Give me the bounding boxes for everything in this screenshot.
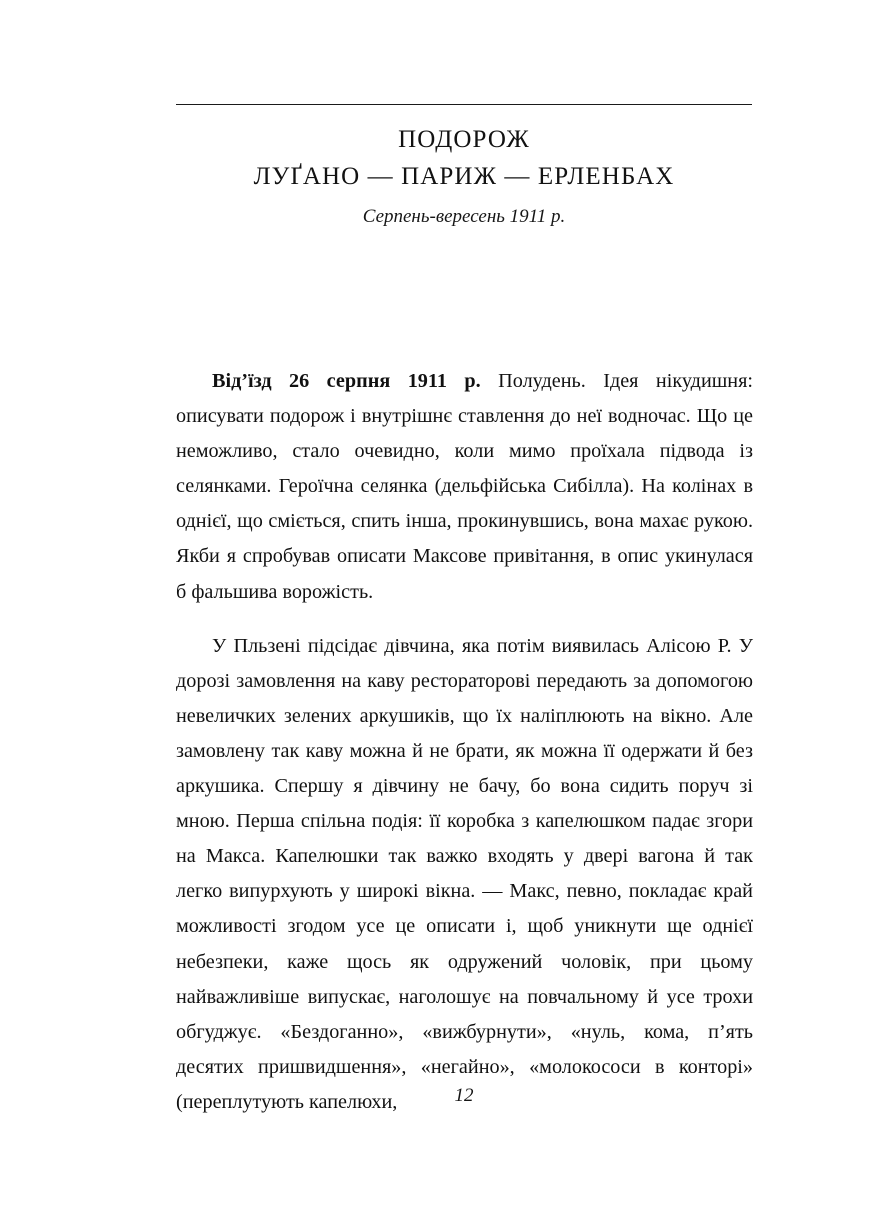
- paragraph-second: [176, 629, 753, 1120]
- paragraph-first: [176, 364, 753, 610]
- chapter-title-line-1: ПОДОРОЖ: [398, 126, 530, 153]
- paragraph-first-text: Полудень. Ідея нікудишня: описувати подорож і внутрішнє ставлення до неї водночас. Що це неможливо, стало очевидно, коли мимо проїхала підвода із селянками. Героїчна селянка (дельфійська Сибілла). На колінах в однієї, що сміється, спить інша, прокинувшись, вона махає рукою. Якби я спробував описати Максове привітання, в опис укинулася б фальшива ворожість.: [176, 370, 753, 603]
- page-number-folio: 12: [454, 1085, 474, 1106]
- paragraph-lead-in: Від’їзд 26 серпня 1911 р.: [212, 370, 481, 392]
- chapter-title-line-2: ЛУҐАНО — ПАРИЖ — ЕРЛЕНБАХ: [253, 163, 675, 190]
- paragraph-second-text: У Пльзені підсідає дівчина, яка потім виявилась Алісою Р. У дорозі замовлення на каву рестораторові передають за допомогою невеличких зелених аркушиків, що їх наліплюють на вікно. Але замовлену так каву можна й не брати, як можна її одержати й без аркушика. Спершу я дівчину не бачу, бо вона сидить поруч зі мною. Перша спільна подія: її коробка з капелюшком падає згори на Макса. Капелюшки так важко входять у двері вагона й так легко випурхують у широкі вікна. — Макс, певно, покладає край можливості згодом усе це описати і, щоб уникнути ще однієї небезпеки, каже щось як одружений чоловік, при цьому найважливіше випускає, наголошує на повчальному й усе трохи обгуджує. «Бездоганно», «вижбурнути», «нуль, кома, п’ять десятих пришвидшення», «негайно», «молокососи в конторі» (переплутують капелюхи,: [176, 634, 753, 1113]
- header-divider-rule: [176, 104, 752, 105]
- chapter-subtitle-dateline: Серпень-вересень 1911 р.: [362, 206, 566, 227]
- chapter-heading-block: [176, 122, 752, 232]
- body-text-column: [176, 364, 753, 1120]
